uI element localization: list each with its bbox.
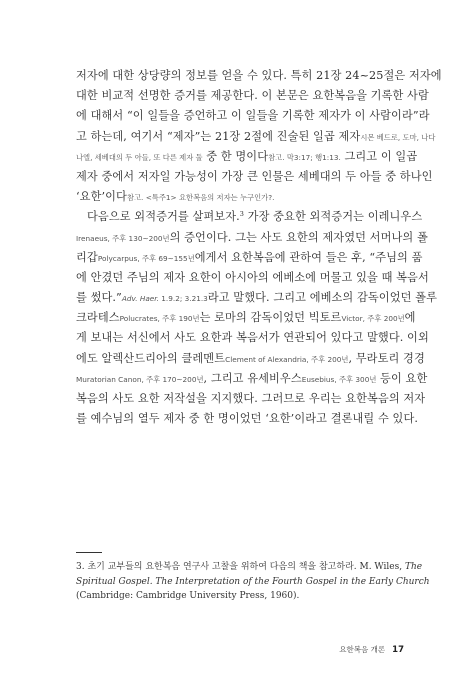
text-span: 의 증언이다. 그는 사도 요한의 제자였던 서머나의 폴 — [169, 230, 428, 244]
text-line — [76, 187, 400, 207]
inline-note: 나엘, 세베대의 두 아들, 또 다른 제자 둘 — [76, 152, 203, 162]
text-span: 고 하는데, 여기서 “제자”는 21장 2절에 진술된 일곱 제자 — [76, 129, 361, 143]
book-title: The — [404, 562, 423, 572]
footnote-line — [76, 575, 430, 590]
text-line — [76, 86, 429, 106]
inline-note: Eusebius, 주후 300년 — [301, 374, 377, 384]
footnote-marker[interactable]: 3 — [239, 210, 245, 219]
text-span: 저자에 대한 상당량의 정보를 얻을 수 있다. 특히 21장 24~25절은 저자에 — [76, 69, 442, 82]
text-span: 다음으로 외적증거를 살펴보자. — [87, 210, 240, 224]
footnote — [76, 560, 430, 604]
text-line — [76, 228, 428, 248]
text-line — [76, 349, 425, 369]
inline-note: Irenaeus, 주후 130~200년 — [76, 233, 170, 243]
book-title: Spiritual Gospel. The Interpretation of the Fourth Gospel in the Early Church — [76, 576, 430, 587]
text-line — [76, 328, 429, 348]
footnote-line — [76, 589, 400, 604]
text-line — [76, 308, 416, 328]
text-span: 를 썼다.” — [76, 291, 122, 305]
running-title: 요한복음 개론 — [339, 645, 386, 654]
text-line — [76, 167, 433, 187]
text-line — [76, 147, 418, 167]
text-line — [76, 207, 423, 227]
text-line — [76, 66, 442, 86]
inline-note: 시몬 베드로, 도마, 나다 — [360, 132, 436, 142]
citation-title: Adv. Haer. — [121, 294, 159, 304]
inline-reference: 참고. <특주1> 요한복음의 저자는 누구인가?. — [126, 193, 275, 203]
text-span: 등이 요한 — [376, 371, 428, 385]
text-span: 크라테스 — [76, 311, 120, 325]
footnote-divider — [76, 552, 102, 553]
text-line — [76, 288, 438, 308]
publication-info: (Cambridge: Cambridge University Press, 1960). — [76, 591, 300, 601]
text-span: 라고 말했다. 그리고 에베소의 감독이었던 폴루 — [207, 291, 438, 305]
inline-note: Victor, 주후 200년 — [341, 314, 405, 324]
page-number: 17 — [392, 645, 404, 655]
text-span: 복음의 사도 요한 저작설을 지지했다. 그러므로 우리는 요한복음의 저자 — [76, 392, 426, 405]
inline-reference: 참고. 막3:17; 행1:13. — [268, 152, 341, 162]
main-text — [76, 66, 442, 429]
text-span: 가장 중요한 외적증거는 이레니우스 — [244, 210, 423, 224]
text-span: 에도 알렉산드리아의 클레멘트 — [76, 351, 226, 365]
footnote-line — [76, 560, 423, 575]
text-span: 그리고 이 일곱 — [340, 149, 418, 163]
text-line — [76, 409, 419, 429]
text-line — [76, 268, 429, 288]
text-span: 게 보내는 서신에서 사도 요한과 복음서가 연관되어 있다고 말했다. 이외 — [76, 331, 429, 345]
text-span: 3. 초기 교부들의 요한복음 연구사 고찰을 위하여 다음의 책을 참고하라. M. Wiles, — [76, 562, 405, 572]
text-span: 에게서 요한복음에 관하여 들은 후, “주님의 품 — [194, 250, 423, 264]
text-span: 리갑 — [76, 250, 98, 264]
text-line — [76, 369, 428, 389]
text-span: 에 대해서 “이 일들을 증언하고 이 일들을 기록한 제자가 이 사람이라”라 — [76, 109, 430, 123]
inline-note: Clement of Alexandria, 주후 200년 — [225, 354, 349, 364]
text-span: , 무라토리 경경 — [348, 351, 425, 365]
text-line — [76, 389, 426, 409]
text-span: ‘요한’이다 — [76, 190, 127, 204]
inline-note: Muratorian Canon, 주후 170~200년 — [76, 374, 204, 384]
text-line — [76, 127, 436, 147]
inline-note: Polucrates, 주후 190년 — [119, 314, 200, 324]
text-line — [76, 248, 423, 268]
text-span: 에 — [404, 311, 416, 325]
text-span: 대한 비교적 선명한 증거를 제공한다. 이 본문은 요한복음을 기록한 사람 — [76, 89, 429, 103]
text-span: 는 로마의 감독이었던 빅토르 — [199, 311, 342, 325]
inline-note: Polycarpus, 주후 69~155년 — [97, 253, 195, 263]
text-span: 를 예수님의 열두 제자 중 한 명이었던 ‘요한’이라고 결론내릴 수 있다. — [76, 412, 419, 426]
text-span: , 그리고 유세비우스 — [203, 371, 302, 385]
page-footer — [339, 644, 404, 655]
text-span: 제자 중에서 저자일 가능성이 가장 큰 인물은 세베대의 두 아들 중 하나인 — [76, 169, 433, 183]
citation-ref: 1.9.2; 3.21.3 — [158, 294, 208, 304]
text-span: 중 한 명이다 — [202, 149, 269, 163]
text-span: 에 안겼던 주님의 제자 요한이 아시아의 에베소에 머물고 있을 때 복음서 — [76, 270, 429, 284]
text-line — [76, 106, 430, 126]
